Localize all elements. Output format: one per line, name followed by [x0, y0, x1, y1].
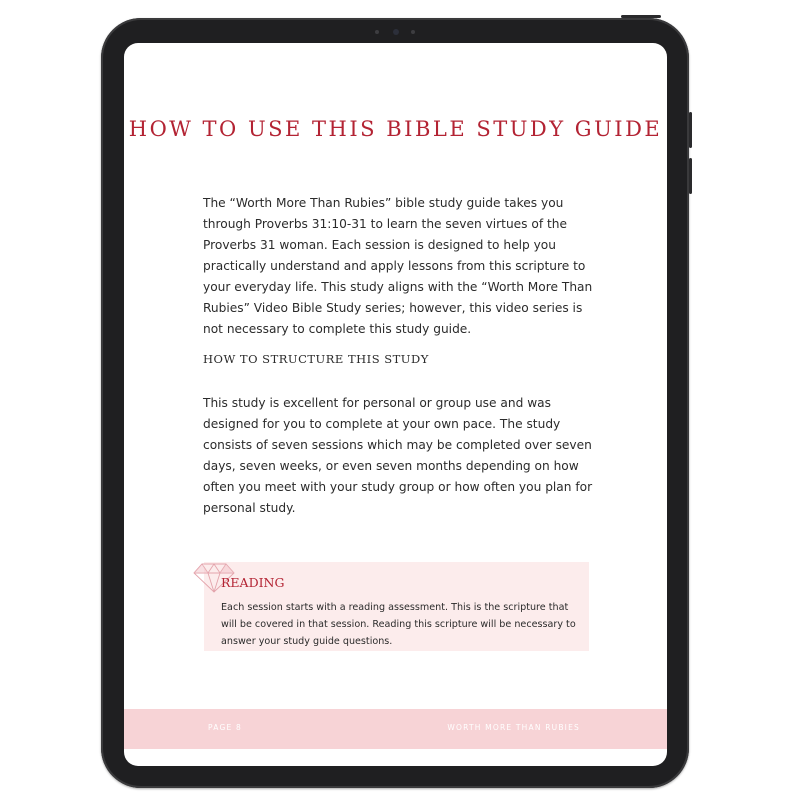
camera-icon	[393, 29, 399, 35]
page-title: HOW TO USE THIS BIBLE STUDY GUIDE	[128, 117, 663, 141]
page-number: PAGE 8	[208, 723, 242, 732]
page-footer	[124, 709, 667, 749]
volume-up-button	[689, 112, 692, 148]
sensor-icon	[375, 30, 379, 34]
callout-title: READING	[221, 575, 285, 590]
section-heading: HOW TO STRUCTURE THIS STUDY	[203, 352, 429, 366]
footer-brand: WORTH MORE THAN RUBIES	[447, 723, 580, 732]
sensor-icon	[411, 30, 415, 34]
tablet-screen	[124, 43, 667, 766]
power-button	[621, 15, 661, 18]
callout-text: Each session starts with a reading assessment. This is the scripture that will be covered in that session. Reading this scripture will be necessary to answer your study guide questions.	[221, 602, 576, 647]
volume-down-button	[689, 158, 692, 194]
camera-bar	[365, 28, 425, 36]
structure-paragraph: This study is excellent for personal or group use and was designed for you to complete at your own pace. The study consists of seven sessions which may be completed over seven days, seven weeks, or even seven months depending on how often you meet with your study group or how often you plan for personal study.	[203, 396, 593, 515]
intro-paragraph: The “Worth More Than Rubies” bible study guide takes you through Proverbs 31:10-31 to learn the seven virtues of the Proverbs 31 woman. Each session is designed to help you practically understand and apply lessons from this scripture to your everyday life. This study aligns with the “Worth More Than Rubies” Video Bible Study series; however, this video series is not necessary to complete this study guide.	[203, 196, 593, 336]
